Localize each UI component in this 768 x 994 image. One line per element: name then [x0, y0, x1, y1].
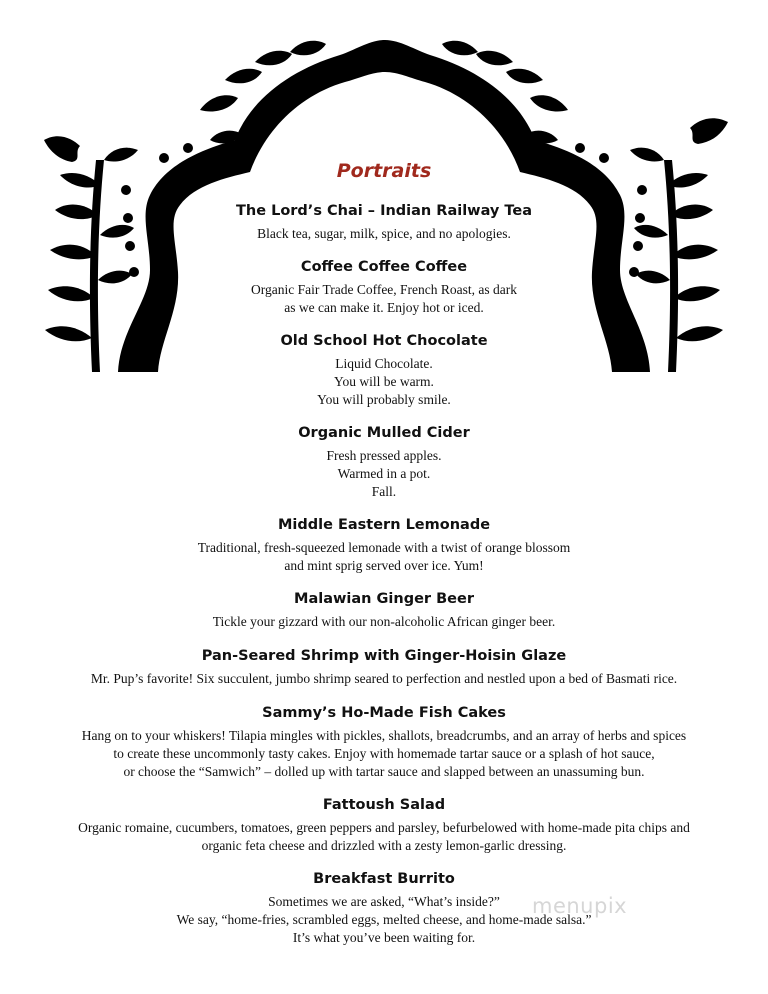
item-name: Coffee Coffee Coffee — [300, 259, 468, 275]
description-line: Fresh pressed apples. — [326, 448, 442, 463]
description-line: Tickle your gizzard with our non-alcoholic African ginger beer. — [212, 614, 556, 629]
description-line: You will be warm. — [334, 374, 434, 389]
dot — [637, 185, 647, 195]
item-name: Fattoush Salad — [322, 797, 446, 813]
description-line: and mint sprig served over ice. Yum! — [284, 558, 484, 573]
description-line: We say, “home-fries, scrambled eggs, melted cheese, and home-made salsa.” — [176, 912, 592, 927]
menu-item — [0, 202, 768, 243]
dot — [121, 185, 131, 195]
top-right-leaf-4 — [442, 41, 478, 56]
item-description — [0, 893, 768, 947]
item-name: Organic Mulled Cider — [298, 425, 470, 441]
item-description — [0, 670, 768, 688]
description-line: Organic Fair Trade Coffee, French Roast, as dark — [250, 282, 518, 297]
top-right-leaf-3 — [476, 51, 513, 66]
item-name: The Lord’s Chai – Indian Railway Tea — [235, 203, 532, 219]
menu-item — [0, 704, 768, 781]
description-line: Organic romaine, cucumbers, tomatoes, green peppers and parsley, befurbelowed with home-made pita chips and — [78, 820, 690, 835]
section-title: Portraits — [336, 160, 432, 182]
menu-item — [0, 870, 768, 947]
top-right-leaf-2 — [506, 69, 543, 84]
item-description — [0, 727, 768, 781]
top-left-leaf-1 — [200, 95, 238, 111]
item-name: Sammy’s Ho-Made Fish Cakes — [262, 705, 506, 721]
description-line: or choose the “Samwich” – dolled up with tartar sauce and slapped between an unassuming bun. — [123, 764, 645, 779]
item-description — [0, 355, 768, 409]
description-line: Liquid Chocolate. — [335, 356, 433, 371]
item-description — [0, 281, 768, 317]
menu-item — [0, 647, 768, 688]
top-left-leaf-4 — [290, 41, 326, 56]
menu-item — [0, 796, 768, 855]
dot — [183, 143, 193, 153]
description-line: to create these uncommonly tasty cakes. Enjoy with homemade tartar sauce or a splash of hot sauce, — [113, 746, 655, 761]
menu-item — [0, 516, 768, 575]
description-line: Warmed in a pot. — [337, 466, 431, 481]
menu-item — [0, 424, 768, 501]
item-name: Middle Eastern Lemonade — [277, 517, 491, 533]
item-description — [0, 613, 768, 631]
dot — [575, 143, 585, 153]
decorative-arch-illustration — [0, 0, 768, 380]
right-bird — [690, 118, 728, 144]
menu-item — [0, 590, 768, 631]
item-description — [0, 447, 768, 501]
description-line: Black tea, sugar, milk, spice, and no apologies. — [257, 226, 511, 241]
item-description — [0, 225, 768, 243]
description-line: You will probably smile. — [317, 392, 451, 407]
left-bird — [44, 136, 80, 162]
item-name: Old School Hot Chocolate — [280, 333, 488, 349]
item-name: Breakfast Burrito — [313, 871, 455, 887]
description-line: as we can make it. Enjoy hot or iced. — [284, 300, 484, 315]
item-name: Malawian Ginger Beer — [294, 591, 474, 607]
item-name: Pan-Seared Shrimp with Ginger-Hoisin Glaze — [201, 648, 567, 664]
item-description — [0, 539, 768, 575]
description-line: Sometimes we are asked, “What’s inside?” — [268, 894, 500, 909]
top-right-leaf-1 — [530, 95, 568, 111]
description-line: Traditional, fresh-squeezed lemonade with a twist of orange blossom — [197, 540, 571, 555]
description-line: It’s what you’ve been waiting for. — [292, 930, 476, 945]
item-description — [0, 819, 768, 855]
description-line: Hang on to your whiskers! Tilapia mingles with pickles, shallots, breadcrumbs, and an array of herbs and spices — [81, 728, 687, 743]
menu-item — [0, 332, 768, 409]
menu-item — [0, 258, 768, 317]
watermark: menupix — [532, 894, 628, 918]
description-line: Fall. — [371, 484, 397, 499]
description-line: Mr. Pup’s favorite! Six succulent, jumbo shrimp seared to perfection and nestled upon a bed of Basmati rice. — [90, 671, 678, 686]
top-left-leaf-3 — [255, 51, 292, 66]
description-line: organic feta cheese and drizzled with a zesty lemon-garlic dressing. — [201, 838, 567, 853]
top-left-leaf-2 — [225, 69, 262, 84]
